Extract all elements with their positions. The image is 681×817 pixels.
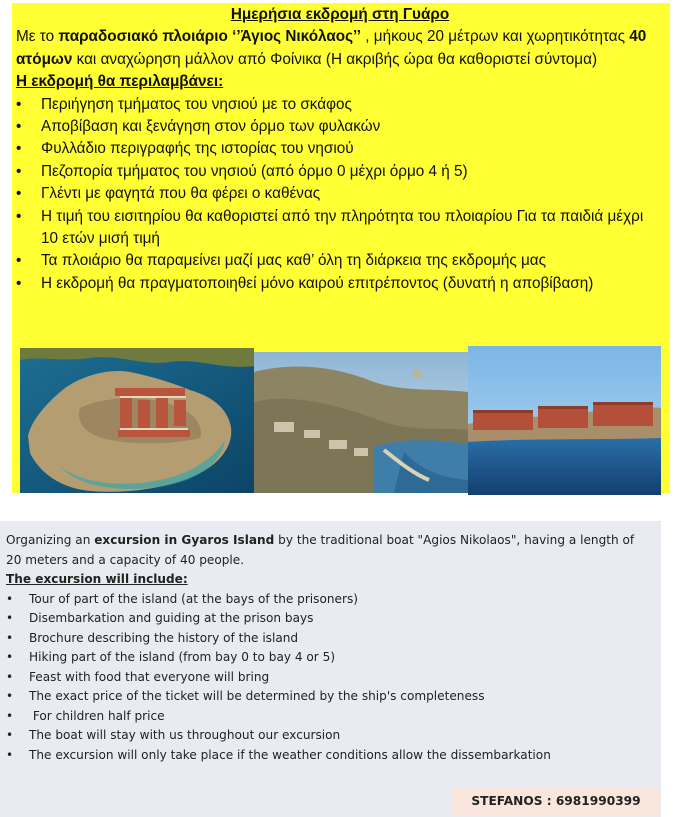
greek-list-item: • Περιήγηση τμήματος του νησιού με το σκάφος [16, 94, 664, 116]
photo-strip [20, 346, 661, 495]
english-intro-text: by the traditional boat "Agios Nikolaos", having a length of 20 meters and a capacity of 40 people. [6, 533, 635, 567]
greek-list-item: • Τα πλοιάριο θα παραμείνει μαζί μας καθ’ όλη τη διάρκεια της εκδρομής μας [16, 250, 664, 272]
english-list [6, 590, 653, 766]
english-announcement [0, 521, 661, 817]
photo-prison-buildings [468, 346, 661, 495]
english-intro-bold: excursion in Gyaros Island [94, 533, 275, 547]
greek-subheading: Η εκδρομή θα περιλαμβάνει: [16, 73, 224, 91]
english-list-item: • The excursion will only take place if the weather conditions allow the dissembarkation [6, 746, 653, 766]
greek-intro-text: και αναχώρηση μάλλον από Φοίνικα (Η ακριβής ώρα θα καθοριστεί σύντομα) [72, 50, 598, 68]
english-intro-text: Organizing an [6, 533, 95, 547]
english-list-item: • Tour of part of the island (at the bays of the prisoners) [6, 590, 653, 610]
greek-capacity: 40 ατόμων [16, 28, 647, 68]
english-intro [6, 531, 653, 570]
english-list-item: • Hiking part of the island (from bay 0 to bay 4 or 5) [6, 648, 653, 668]
greek-list-item: • Αποβίβαση και ξενάγηση στον όρμο των φυλακών [16, 116, 664, 138]
greek-list-item: • Η εκδρομή θα πραγματοποιηθεί μόνο καιρού επιτρέποντος (δυνατή η αποβίβαση) [16, 273, 664, 295]
english-list-item: • The boat will stay with us throughout our excursion [6, 726, 653, 746]
greek-list-item: • Η τιμή του εισιτηρίου θα καθοριστεί από την πληρότητα του πλοιαρίου Για τα παιδιά μέχρι 10 ετών μισή τιμή [16, 206, 664, 251]
english-subheading: The excursion will include: [6, 572, 188, 586]
greek-list-item: • Πεζοπορία τμήματος του νησιού (από όρμο 0 μέχρι όρμο 4 ή 5) [16, 161, 664, 183]
english-list-item: • The exact price of the ticket will be determined by the ship's completeness [6, 687, 653, 707]
greek-boat-name: παραδοσιακό πλοιάριο ‘’Άγιος Νικόλαος’’ [58, 28, 361, 46]
english-list-item: • Brochure describing the history of the island [6, 629, 653, 649]
contact-badge: STEFANOS : 6981990399 [452, 788, 660, 815]
greek-list [16, 94, 664, 296]
greek-list-item: • Γλέντι με φαγητά που θα φέρει ο καθένας [16, 183, 664, 205]
greek-list-item: • Φυλλάδιο περιγραφής της ιστορίας του νησιού [16, 138, 664, 160]
photo-island-aerial [20, 348, 254, 493]
greek-intro-text: , μήκους 20 μέτρων και χωρητικότητας [361, 28, 630, 46]
photo-bay-ruins [254, 352, 468, 493]
greek-intro [16, 26, 664, 71]
english-list-item: • Disembarkation and guiding at the prison bays [6, 609, 653, 629]
greek-intro-text: Με το [16, 28, 59, 46]
english-list-item: • For children half price [6, 707, 653, 727]
english-list-item: • Feast with food that everyone will bring [6, 668, 653, 688]
greek-title: Ημερήσια εκδρομή στη Γυάρο [230, 6, 450, 23]
